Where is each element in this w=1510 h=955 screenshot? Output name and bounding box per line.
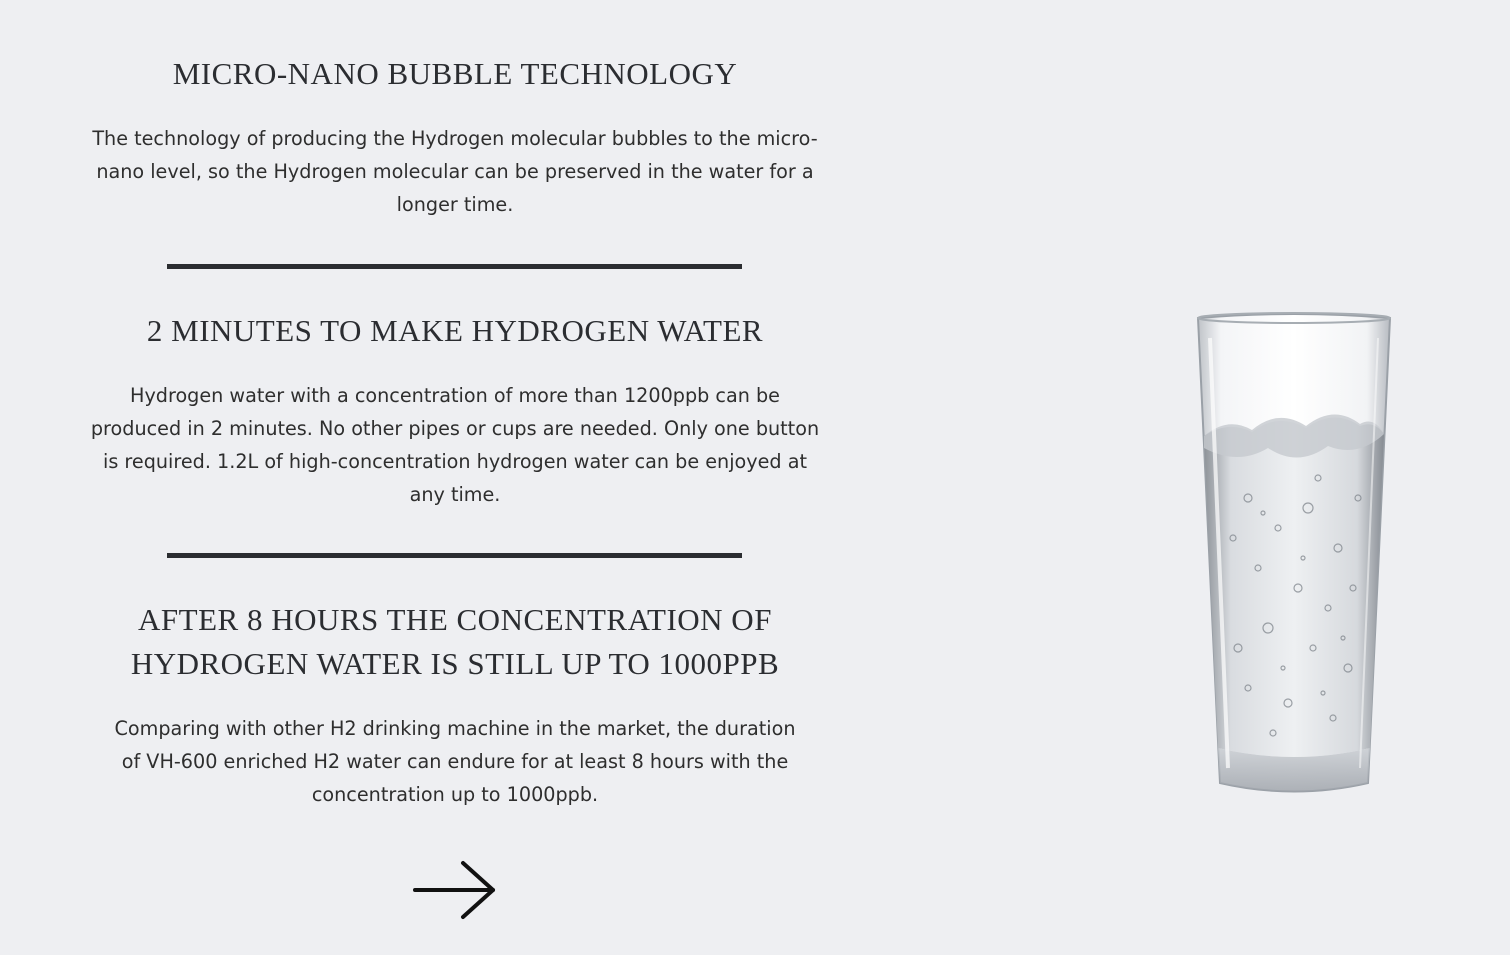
feature-two-minutes bbox=[80, 309, 830, 511]
arrow-right-icon bbox=[413, 859, 497, 921]
feature-heading: AFTER 8 HOURS THE CONCENTRATION OF HYDROGEN WATER IS STILL UP TO 1000PPB bbox=[130, 602, 780, 681]
section-divider bbox=[167, 264, 742, 269]
feature-description: Comparing with other H2 drinking machine in the market, the duration of VH-600 enriched H2 water can endure for at least 8 hours with the concentration up to 1000ppb. bbox=[114, 717, 796, 806]
water-glass-image bbox=[1188, 308, 1400, 808]
feature-eight-hours bbox=[80, 598, 830, 811]
feature-description: Hydrogen water with a concentration of more than 1200ppb can be produced in 2 minutes. No other pipes or cups are needed. Only one button is required. 1.2L of high-concentration hydrogen water can be enjoyed at any time. bbox=[90, 384, 820, 506]
feature-heading: MICRO-NANO BUBBLE TECHNOLOGY bbox=[172, 56, 738, 91]
feature-micro-nano bbox=[80, 52, 830, 221]
next-arrow-button[interactable] bbox=[413, 859, 497, 921]
feature-description: The technology of producing the Hydrogen molecular bubbles to the micro-nano level, so the Hydrogen molecular can be preserved in the water for a longer time. bbox=[92, 127, 818, 216]
feature-heading: 2 MINUTES TO MAKE HYDROGEN WATER bbox=[146, 313, 764, 348]
section-divider bbox=[167, 553, 742, 558]
